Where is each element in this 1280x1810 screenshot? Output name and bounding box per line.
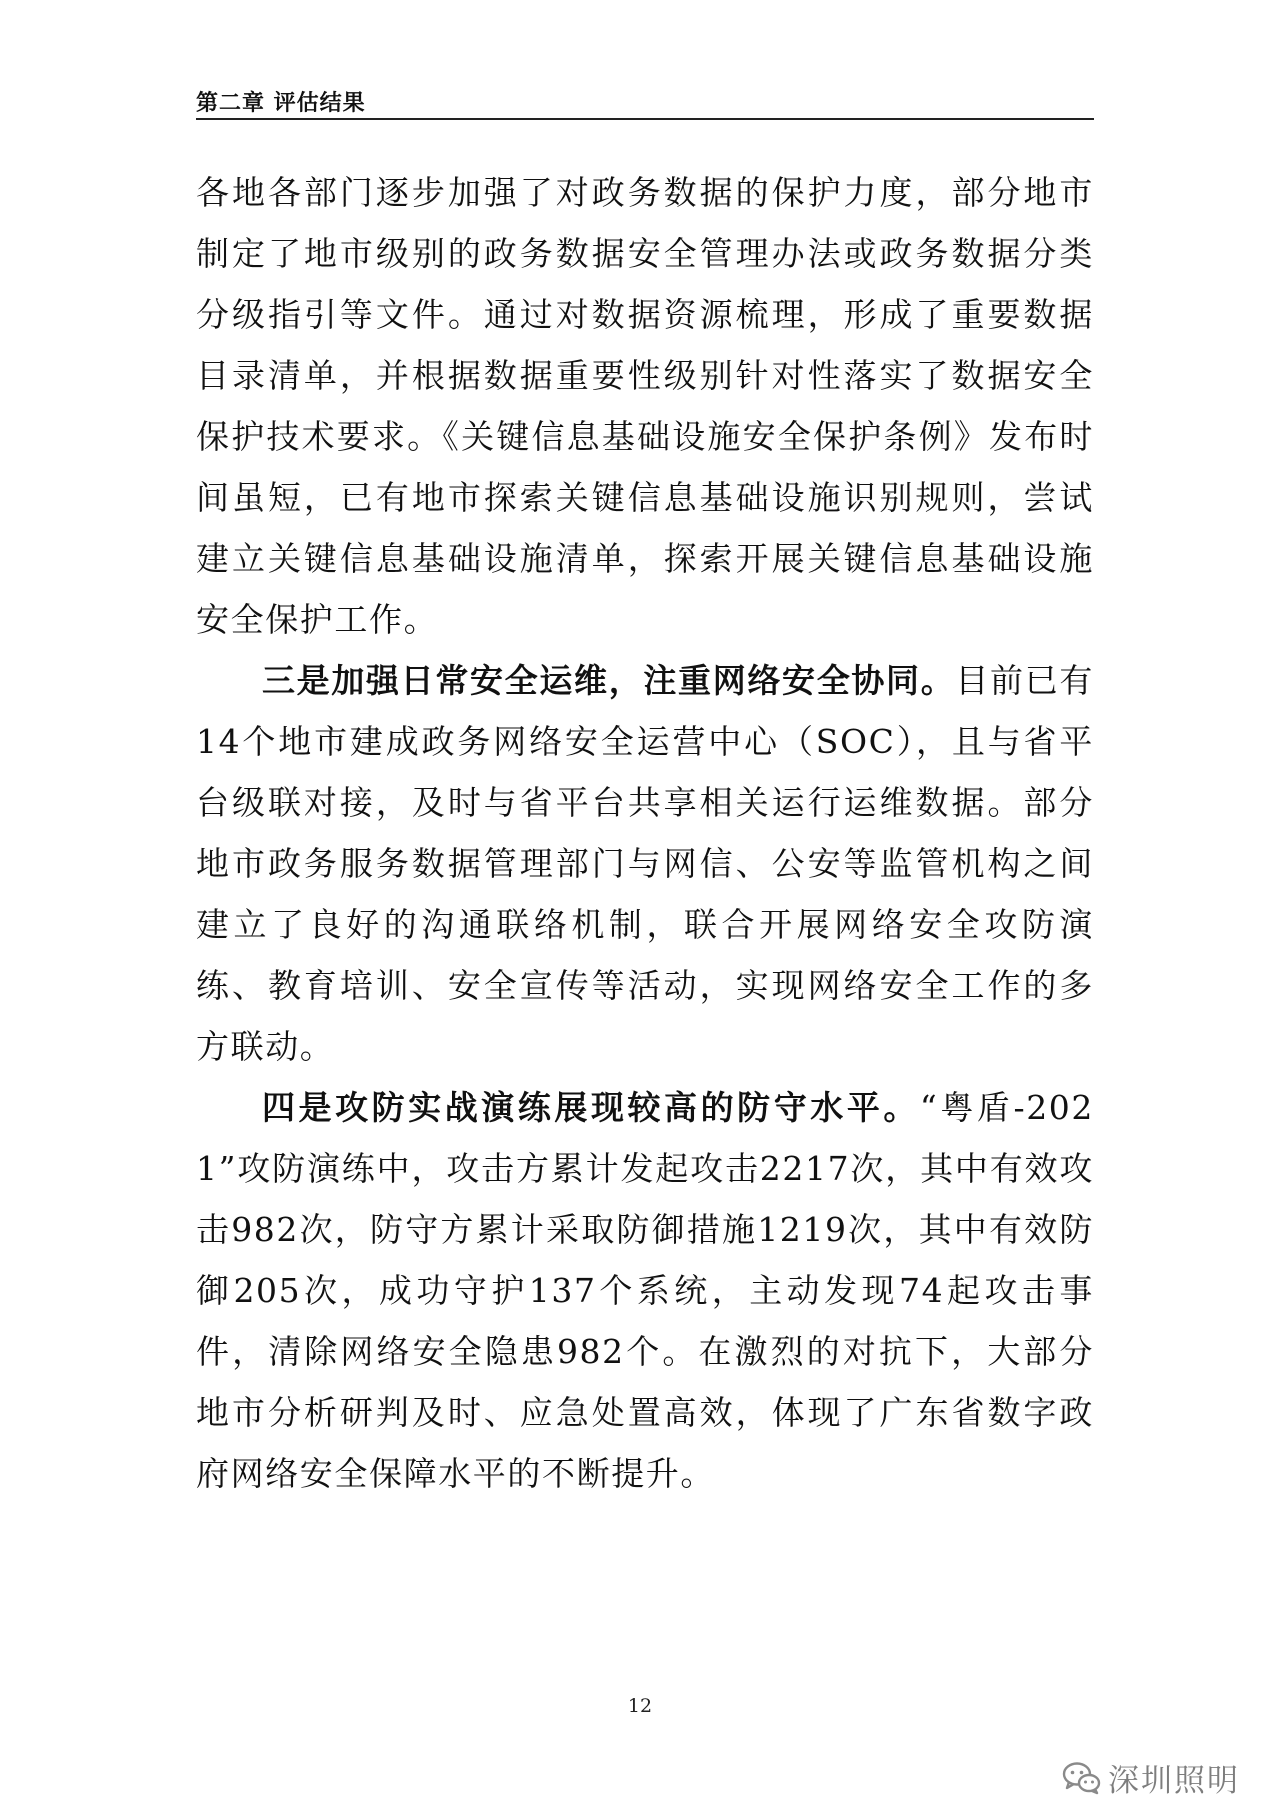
watermark (1062, 1755, 1240, 1800)
wechat-icon (1062, 1761, 1102, 1795)
page-number: 12 (627, 1695, 653, 1717)
paragraph-continuation (196, 162, 1094, 650)
paragraph-text: “粤盾-2021”攻防演练中，攻击方累计发起攻击2217次，其中有效攻击982次，防守方累计采取防御措施1219次，其中有效防御205次，成功守护137个系统，主动发现74起攻击事件，清除网络安全隐患982个。在激烈的对抗下，大部分地市分析研判及时、应急处置高效，体现了广东省数字政府网络安全保障水平的不断提升。 (196, 1088, 1094, 1493)
paragraph-lead: 四是攻防实战演练展现较高的防守水平。 (262, 1088, 920, 1127)
paragraph-text: 各地各部门逐步加强了对政务数据的保护力度，部分地市制定了地市级别的政务数据安全管理办法或政务数据分类分级指引等文件。通过对数据资源梳理，形成了重要数据目录清单，并根据数据重要性级别针对性落实了数据安全保护技术要求。《关键信息基础设施安全保护条例》发布时间虽短，已有地市探索关键信息基础设施识别规则，尝试建立关键信息基础设施清单，探索开展关键信息基础设施安全保护工作。 (196, 173, 1094, 639)
body-text (196, 162, 1094, 1504)
header-divider (196, 118, 1094, 120)
paragraph-lead: 三是加强日常安全运维，注重网络安全协同。 (262, 661, 956, 700)
paragraph-security-ops (196, 650, 1094, 1077)
watermark-text: 深圳照明 (1108, 1763, 1240, 1799)
paragraph-text: 目前已有14个地市建成政务网络安全运营中心（SOC），且与省平台级联对接，及时与省平台共享相关运行运维数据。部分地市政务服务数据管理部门与网信、公安等监管机构之间建立了良好的沟通联络机制，联合开展网络安全攻防演练、教育培训、安全宣传等活动，实现网络安全工作的多方联动。 (196, 661, 1094, 1066)
paragraph-attack-defense-drill (196, 1077, 1094, 1504)
chapter-header: 第二章 评估结果 (196, 91, 366, 116)
